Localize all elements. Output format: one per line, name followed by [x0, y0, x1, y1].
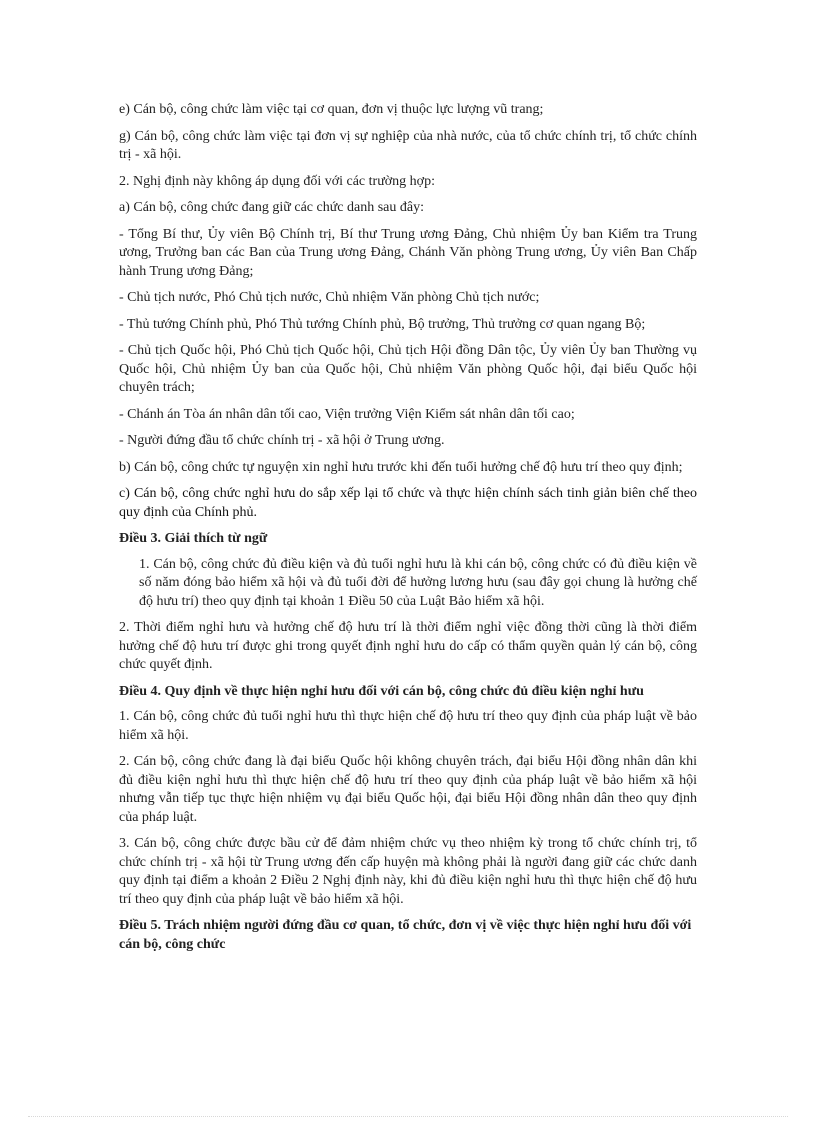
paragraph-2-exclusions: 2. Nghị định này không áp dụng đối với các trường hợp:: [119, 173, 435, 189]
article-3-clause-2: 2. Thời điểm nghỉ hưu và hưởng chế độ hưu trí là thời điểm nghỉ việc đồng thời cũng là thời điểm hưởng chế độ hưu trí được ghi trong quyết định nghỉ hưu do cấp có thẩm quyền quản lý cán bộ, công chức quyết định.: [119, 620, 697, 672]
list-item-prime-minister: - Thủ tướng Chính phủ, Phó Thủ tướng Chính phủ, Bộ trưởng, Thủ trưởng cơ quan ngang Bộ;: [119, 316, 646, 332]
article-4-clause-2: 2. Cán bộ, công chức đang là đại biểu Quốc hội không chuyên trách, đại biểu Hội đồng nhân dân khi đủ điều kiện nghỉ hưu thì thực hiện chế độ hưu trí theo quy định của pháp luật về bảo hiểm xã hội nhưng vẫn tiếp tục thực hiện nhiệm vụ đại biểu Quốc hội, đại biểu Hội đồng nhân dân theo quy định của pháp luật.: [119, 754, 697, 825]
paragraph-a-titles: a) Cán bộ, công chức đang giữ các chức danh sau đây:: [119, 200, 424, 215]
paragraph-e: e) Cán bộ, công chức làm việc tại cơ quan, đơn vị thuộc lực lượng vũ trang;: [119, 102, 544, 117]
document-page: [119, 101, 697, 961]
article-4-clause-3: 3. Cán bộ, công chức được bầu cử để đảm nhiệm chức vụ theo nhiệm kỳ trong tổ chức chính trị, tổ chức chính trị - xã hội từ Trung ương đến cấp huyện mà không phải là người đang giữ các chức danh quy định tại điểm a khoản 2 Điều 2 Nghị định này, khi đủ điều kiện nghỉ hưu thì thực hiện chế độ hưu trí theo quy định của pháp luật về bảo hiểm xã hội.: [119, 836, 697, 907]
paragraph-c-restructuring: c) Cán bộ, công chức nghỉ hưu do sắp xếp lại tổ chức và thực hiện chính sách tinh giản biên chế theo quy định của Chính phủ.: [119, 486, 697, 520]
article-3-clause-1: 1. Cán bộ, công chức đủ điều kiện và đủ tuổi nghỉ hưu là khi cán bộ, công chức có đủ điều kiện về số năm đóng bảo hiểm xã hội và đủ tuổi đời để hưởng lương hưu (sau đây gọi chung là hưởng chế độ hưu trí) theo quy định tại khoản 1 Điều 50 của Luật Bảo hiểm xã hội.: [139, 556, 697, 609]
paragraph-g: g) Cán bộ, công chức làm việc tại đơn vị sự nghiệp của nhà nước, của tổ chức chính trị, tổ chức chính trị - xã hội.: [119, 128, 697, 162]
page-bottom-divider: [28, 1116, 788, 1117]
article-4-clause-1: 1. Cán bộ, công chức đủ tuổi nghỉ hưu thì thực hiện chế độ hưu trí theo quy định của pháp luật về bảo hiểm xã hội.: [119, 709, 697, 743]
list-item-president: - Chủ tịch nước, Phó Chủ tịch nước, Chủ nhiệm Văn phòng Chủ tịch nước;: [119, 290, 540, 305]
list-item-party-leaders: - Tổng Bí thư, Ủy viên Bộ Chính trị, Bí thư Trung ương Đảng, Chủ nhiệm Ủy ban Kiểm tra Trung ương, Trưởng ban các Ban của Trung ương Đảng, Chánh Văn phòng Trung ương, Ủy viên Ban Chấp hành Trung ương Đảng;: [119, 226, 697, 279]
paragraph-b-voluntary: b) Cán bộ, công chức tự nguyện xin nghỉ hưu trước khi đến tuổi hưởng chế độ hưu trí theo quy định;: [119, 459, 683, 475]
article-3-heading: Điều 3. Giải thích từ ngữ: [119, 531, 268, 546]
list-item-socio-political-head: - Người đứng đầu tổ chức chính trị - xã hội ở Trung ương.: [119, 433, 445, 448]
article-5-heading: Điều 5. Trách nhiệm người đứng đầu cơ quan, tổ chức, đơn vị về việc thực hiện nghỉ hưu đối với cán bộ, công chức: [119, 918, 692, 952]
article-4-heading: Điều 4. Quy định về thực hiện nghỉ hưu đối với cán bộ, công chức đủ điều kiện nghỉ hưu: [119, 683, 644, 699]
list-item-national-assembly: - Chủ tịch Quốc hội, Phó Chủ tịch Quốc hội, Chủ tịch Hội đồng Dân tộc, Ủy viên Ủy ban Thường vụ Quốc hội, Chủ nhiệm Ủy ban của Quốc hội, Chủ nhiệm Văn phòng Quốc hội, đại biểu Quốc hội chuyên trách;: [119, 343, 697, 395]
list-item-supreme-court: - Chánh án Tòa án nhân dân tối cao, Viện trưởng Viện Kiểm sát nhân dân tối cao;: [119, 406, 575, 422]
